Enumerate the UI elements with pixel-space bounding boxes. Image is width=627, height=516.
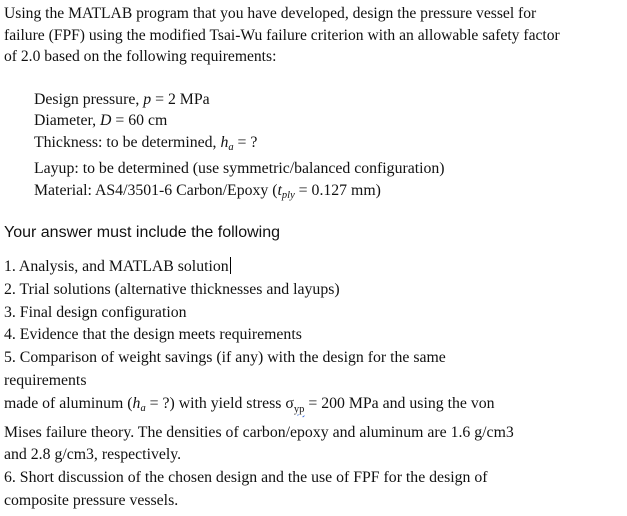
thickness-value: = ? <box>233 133 258 151</box>
aluminum-thickness-subscript: a <box>140 402 146 414</box>
densities-line-1: Mises failure theory. The densities of carbon/epoxy and aluminum are 1.6 g/cm3 <box>4 423 514 441</box>
requirements-list <box>34 89 445 206</box>
text-cursor <box>230 257 231 274</box>
answer-item-1 <box>4 256 624 279</box>
pressure-symbol: p <box>143 91 152 108</box>
intro-line-3: of 2.0 based on the following requirements: <box>4 48 277 65</box>
aluminum-post: = 200 MPa and using the von <box>304 394 495 412</box>
answer-item-3: 3. Final design configuration <box>4 303 187 321</box>
aluminum-mid: ) with yield stress <box>169 394 286 412</box>
material-line <box>34 180 445 206</box>
ply-thickness-symbol: t <box>277 181 282 199</box>
answer-item-4: 4. Evidence that the design meets requirements <box>4 326 302 344</box>
answer-item-5-line-2: requirements <box>4 371 87 389</box>
design-pressure-line <box>34 89 445 110</box>
answer-heading: Your answer must include the following <box>4 224 281 241</box>
sigma-subscript: yp <box>293 403 305 415</box>
diameter-label: Diameter, <box>34 112 101 130</box>
intro-paragraph <box>4 3 624 68</box>
aluminum-pre: made of aluminum ( <box>4 394 133 412</box>
design-pressure-value: = 2 MPa <box>151 91 210 108</box>
answer-item-2: 2. Trial solutions (alternative thicknesses and layups) <box>4 280 340 298</box>
ply-subscript: ply <box>281 189 295 201</box>
layup-line: Layup: to be determined (use symmetric/balanced configuration) <box>34 160 445 178</box>
material-label: Material: AS4/3501-6 Carbon/Epoxy ( <box>34 181 278 199</box>
answer-item-6-line-2: composite pressure vessels. <box>4 491 179 509</box>
intro-line-1: Using the MATLAB program that you have developed, design the pressure vessel for <box>4 5 537 22</box>
thickness-symbol: h <box>220 133 229 151</box>
diameter-value: = 60 cm <box>111 112 168 130</box>
answer-list[interactable] <box>4 256 624 513</box>
diameter-line <box>34 110 445 131</box>
thickness-subscript: a <box>228 141 234 153</box>
intro-line-2: failure (FPF) using the modified Tsai-Wu failure criterion with an allowable safety factor <box>4 26 560 44</box>
densities-line-2: and 2.8 g/cm3, respectively. <box>4 446 182 464</box>
thickness-line <box>34 132 445 158</box>
thickness-label: Thickness: to be determined, <box>34 133 221 151</box>
sigma-symbol: σ <box>285 394 294 412</box>
aluminum-thickness-eq: = ? <box>145 394 170 412</box>
design-pressure-label: Design pressure, <box>34 91 144 108</box>
answer-item-6-line-1: 6. Short discussion of the chosen design and the use of FPF for the design of <box>4 469 488 487</box>
aluminum-line <box>4 393 624 422</box>
material-value: = 0.127 mm) <box>294 181 381 199</box>
aluminum-thickness-symbol: h <box>132 394 141 412</box>
answer-item-1-text: 1. Analysis, and MATLAB solution <box>4 258 229 275</box>
answer-item-5-line-1: 5. Comparison of weight savings (if any) with the design for the same <box>4 349 446 367</box>
diameter-symbol: D <box>100 112 112 130</box>
